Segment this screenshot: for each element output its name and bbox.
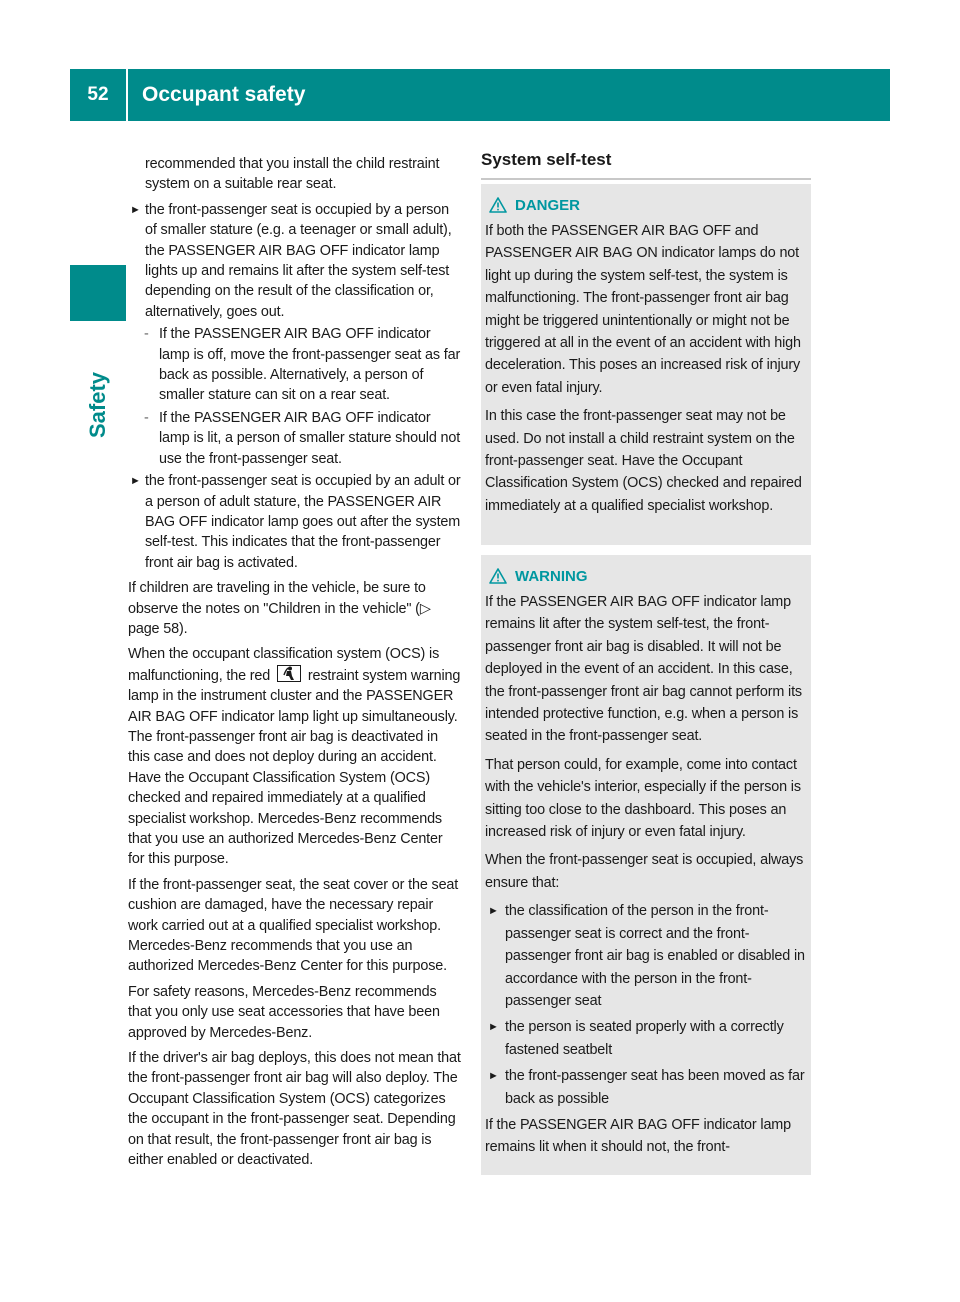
page-reference-link[interactable]: (▷ page 58). [128, 600, 431, 637]
side-tab-marker [70, 265, 126, 321]
paragraph-ocs [128, 644, 462, 869]
paragraph-damaged: If the front-passenger seat, the seat cover or the seat cushion are damaged, have the necessary repair work carried out at a qualified specialist workshop. Mercedes-Benz recommends that you use an authorized Mercedes-Benz Center for this purpose. [128, 876, 459, 975]
dash-marker: - [144, 326, 149, 343]
paragraph-safety: For safety reasons, Mercedes-Benz recommends that you only use seat accessories that have been approved by Mercedes-Benz. [128, 983, 440, 1041]
bullet-marker: ► [488, 1070, 499, 1083]
sub-list-item [128, 408, 462, 469]
paragraph-children [128, 578, 462, 639]
bullet-text: the front-passenger seat is occupied by an adult or a person of adult stature, the PASSENGER AIR BAG OFF indicator lamp goes out after the system self-test. This indicates that the front-passenger front air bag is activated. [145, 473, 461, 571]
warning-title [489, 565, 811, 587]
header-divider [126, 69, 128, 121]
warning-paragraph: That person could, for example, come into contact with the vehicle's interior, especially if the person is sitting too close to the dashboard. This poses an increased risk of injury or even fatal injury. [485, 756, 801, 841]
bullet-marker: ► [488, 905, 499, 918]
warning-triangle-icon [489, 197, 507, 213]
sub-list-item [128, 324, 462, 406]
side-label [70, 330, 126, 480]
danger-title [489, 194, 811, 216]
warning-body [481, 587, 811, 1159]
bullet-text: the front-passenger seat has been moved as far back as possible [505, 1068, 805, 1107]
left-column [128, 154, 462, 1176]
list-item [128, 200, 462, 322]
warning-paragraph: If the PASSENGER AIR BAG OFF indicator lamp remains lit after the system self-test, the front-passenger front air bag is disabled. It will not be deployed in the event of an accident. In this case, the front-passenger front air bag cannot perform its intended protective function, e.g. when a person is seated in the front-passenger seat. [485, 594, 802, 745]
warning-box [481, 555, 811, 1175]
danger-label: DANGER [515, 196, 581, 214]
bullet-text: the front-passenger seat is occupied by a person of smaller stature (e.g. a teenager or small adult), the PASSENGER AIR BAG OFF indicator lamp lights up and remains lit after the system self-test depending on the result of the classification or, alternatively, goes out. [145, 201, 452, 320]
page-number: 52 [87, 84, 109, 105]
danger-body [481, 216, 811, 517]
warning-triangle-icon [489, 568, 507, 584]
section-title: Occupant safety [142, 83, 306, 106]
list-item [485, 1016, 805, 1061]
bullet-marker: ► [130, 475, 141, 488]
bullet-marker: ► [130, 203, 141, 216]
side-label-text: Safety [85, 371, 111, 439]
list-item [485, 900, 805, 1012]
system-self-test-heading: System self-test [481, 150, 811, 180]
dash-text: If the PASSENGER AIR BAG OFF indicator lamp is off, move the front-passenger seat as far back as possible. Alternatively, a person of smaller stature can sit on a rear seat. [159, 326, 461, 404]
list-item [128, 471, 462, 573]
warning-paragraph: When the front-passenger seat is occupied, always ensure that: [485, 852, 804, 891]
paragraph-children-text: If children are traveling in the vehicle, be sure to observe the notes on "Children in the vehicle" [128, 580, 426, 617]
bullet-text: the classification of the person in the front-passenger seat is correct and the front-passenger front air bag is enabled or disabled in accordance with the person in the front-passenger seat [505, 903, 805, 1009]
restraint-system-warning-icon [277, 665, 301, 682]
paragraph-driver: If the driver's air bag deploys, this does not mean that the front-passenger front air bag will also deploy. The Occupant Classification System (OCS) categorizes the occupant in the front-passenger seat. Depending on that result, the front-passenger front air bag is either enabled or deactivated. [128, 1050, 461, 1169]
danger-paragraph: In this case the front-passenger seat may not be used. Do not install a child restraint system on the front-passenger seat. Have the Occupant Classification System (OCS) checked and repaired immediately at a qualified specialist workshop. [485, 408, 802, 514]
intro-continuation: recommended that you install the child restraint system on a suitable rear seat. [145, 156, 440, 193]
danger-paragraph: If both the PASSENGER AIR BAG OFF and PASSENGER AIR BAG ON indicator lamps do not light up during the system self-test, the system is malfunctioning. The front-passenger front air bag might be triggered unintentionally or might not be triggered at all in the event of an accident with high deceleration. This poses an increased risk of injury or even fatal injury. [485, 223, 801, 396]
warning-paragraph: If the PASSENGER AIR BAG OFF indicator lamp remains lit when it should not, the front- [485, 1116, 791, 1156]
paragraph-ocs-text-b: restraint system warning lamp in the instrument cluster and the PASSENGER AIR BAG OFF indicator lamp light up simultaneously. The front-passenger front air bag is deactivated in this case and does not deploy during an accident. Have the Occupant Classification System (OCS) checked and repaired immediately at a qualified specialist workshop. Mercedes-Benz recommends that you use an authorized Mercedes-Benz Center for this purpose. [128, 667, 461, 868]
danger-box [481, 184, 811, 545]
warning-label: WARNING [515, 567, 588, 585]
dash-text: If the PASSENGER AIR BAG OFF indicator lamp is lit, a person of smaller stature should not use the front-passenger seat. [159, 409, 461, 467]
paragraph-ocs-text-a: When the occupant classification system (OCS) is malfunctioning, the red [128, 646, 440, 684]
list-item [485, 1065, 805, 1110]
bullet-text: the person is seated properly with a correctly fastened seatbelt [505, 1019, 784, 1058]
bullet-marker: ► [488, 1021, 499, 1034]
dash-marker: - [144, 409, 149, 426]
